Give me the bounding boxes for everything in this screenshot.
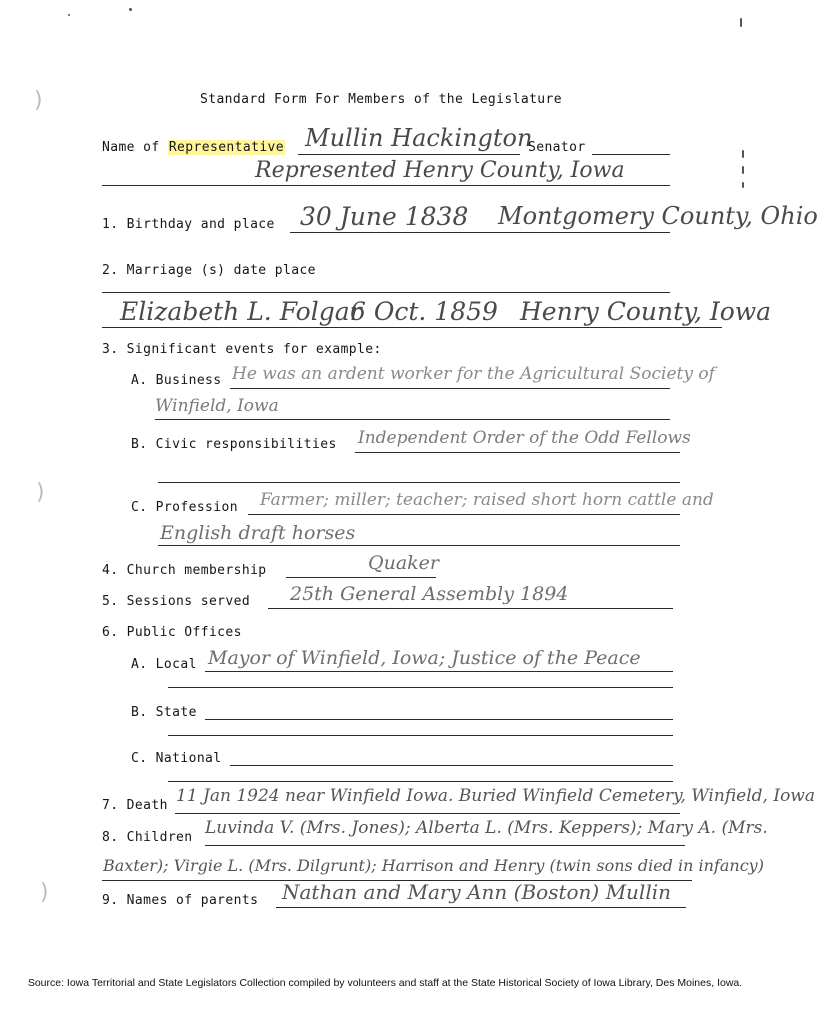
q6c-underline-1 bbox=[230, 765, 673, 766]
q3a-underline-1 bbox=[230, 388, 670, 389]
q8-value-1: Luvinda V. (Mrs. Jones); Alberta L. (Mrs. Keppers); Mary A. (Mrs. bbox=[205, 818, 768, 838]
q4-label: 4. Church membership bbox=[102, 563, 267, 578]
q1-underline bbox=[290, 232, 670, 233]
form-title: Standard Form For Members of the Legislature bbox=[200, 92, 562, 107]
q8-label: 8. Children bbox=[102, 830, 193, 845]
q3c-label: C. Profession bbox=[131, 500, 238, 515]
q6a-value: Mayor of Winfield, Iowa; Justice of the Peace bbox=[208, 647, 641, 669]
q5-value: 25th General Assembly 1894 bbox=[290, 583, 569, 605]
q5-underline bbox=[268, 608, 673, 609]
q4-value: Quaker bbox=[368, 552, 439, 574]
name-value: Mullin Hackington bbox=[305, 124, 533, 152]
q3b-underline-2 bbox=[158, 482, 680, 483]
q6-label: 6. Public Offices bbox=[102, 625, 242, 640]
q8-value-2: Baxter); Virgie L. (Mrs. Dilgrunt); Harrison and Henry (twin sons died in infancy) bbox=[103, 856, 764, 875]
q7-value: 11 Jan 1924 near Winfield Iowa. Buried Winfield Cemetery, Winfield, Iowa bbox=[176, 786, 815, 806]
q1-date: 30 June 1838 bbox=[300, 202, 469, 231]
q9-underline bbox=[276, 907, 686, 908]
name-label-prefix: Name of bbox=[102, 140, 168, 155]
scan-speck bbox=[68, 14, 70, 16]
q8-underline-1 bbox=[205, 845, 685, 846]
scan-speck bbox=[742, 150, 744, 158]
q2-place: Henry County, Iowa bbox=[520, 297, 772, 326]
scan-edge-mark: ) bbox=[36, 480, 45, 505]
q9-value: Nathan and Mary Ann (Boston) Mullin bbox=[282, 880, 672, 904]
q3b-label: B. Civic responsibilities bbox=[131, 437, 337, 452]
name-note: Represented Henry County, Iowa bbox=[255, 158, 625, 183]
q9-label: 9. Names of parents bbox=[102, 893, 259, 908]
q5-label: 5. Sessions served bbox=[102, 594, 251, 609]
q6a-label: A. Local bbox=[131, 657, 197, 672]
scan-speck bbox=[129, 8, 132, 11]
scan-speck bbox=[742, 166, 744, 174]
scan-speck bbox=[740, 18, 742, 27]
name-underline bbox=[298, 154, 520, 155]
q3a-value-2: Winfield, Iowa bbox=[155, 396, 279, 416]
q2-underline-2 bbox=[102, 327, 722, 328]
q2-label: 2. Marriage (s) date place bbox=[102, 263, 316, 278]
q6c-label: C. National bbox=[131, 751, 222, 766]
q3b-value: Independent Order of the Odd Fellows bbox=[358, 428, 691, 448]
q6b-underline-1 bbox=[205, 719, 673, 720]
q1-place: Montgomery County, Ohio bbox=[498, 202, 818, 230]
scan-speck bbox=[742, 182, 744, 188]
q3a-underline-2 bbox=[155, 419, 670, 420]
q3b-underline-1 bbox=[355, 452, 680, 453]
q2-underline-1 bbox=[102, 292, 670, 293]
name-label bbox=[102, 140, 285, 155]
q6b-label: B. State bbox=[131, 705, 197, 720]
q3-label: 3. Significant events for example: bbox=[102, 342, 382, 357]
source-note: Source: Iowa Territorial and State Legislators Collection compiled by volunteers and staff at the State Historical Society of Iowa Library, Des Moines, Iowa. bbox=[27, 977, 743, 989]
q6b-underline-2 bbox=[168, 735, 673, 736]
senator-underline bbox=[592, 154, 670, 155]
scan-edge-mark: ) bbox=[34, 88, 43, 113]
q3a-value-1: He was an ardent worker for the Agricultural Society of bbox=[232, 364, 715, 384]
q6c-underline-2 bbox=[168, 781, 673, 782]
representative-highlight: Representative bbox=[168, 140, 285, 155]
q3c-value-2: English draft horses bbox=[160, 522, 356, 544]
scan-edge-mark: ) bbox=[40, 880, 49, 905]
q3c-underline-2 bbox=[158, 545, 680, 546]
q2-spouse: Elizabeth L. Folgar bbox=[120, 297, 362, 326]
q7-underline bbox=[175, 813, 680, 814]
q3c-underline-1 bbox=[248, 514, 680, 515]
q1-label: 1. Birthday and place bbox=[102, 217, 275, 232]
q4-underline bbox=[286, 577, 436, 578]
senator-label: Senator bbox=[528, 140, 586, 155]
q3c-value-1: Farmer; miller; teacher; raised short horn cattle and bbox=[260, 490, 714, 510]
q2-date: 6 Oct. 1859 bbox=[350, 297, 498, 326]
q6a-underline-1 bbox=[205, 671, 673, 672]
q7-label: 7. Death bbox=[102, 798, 168, 813]
q6a-underline-2 bbox=[168, 687, 673, 688]
q3a-label: A. Business bbox=[131, 373, 222, 388]
name-note-underline bbox=[102, 185, 670, 186]
